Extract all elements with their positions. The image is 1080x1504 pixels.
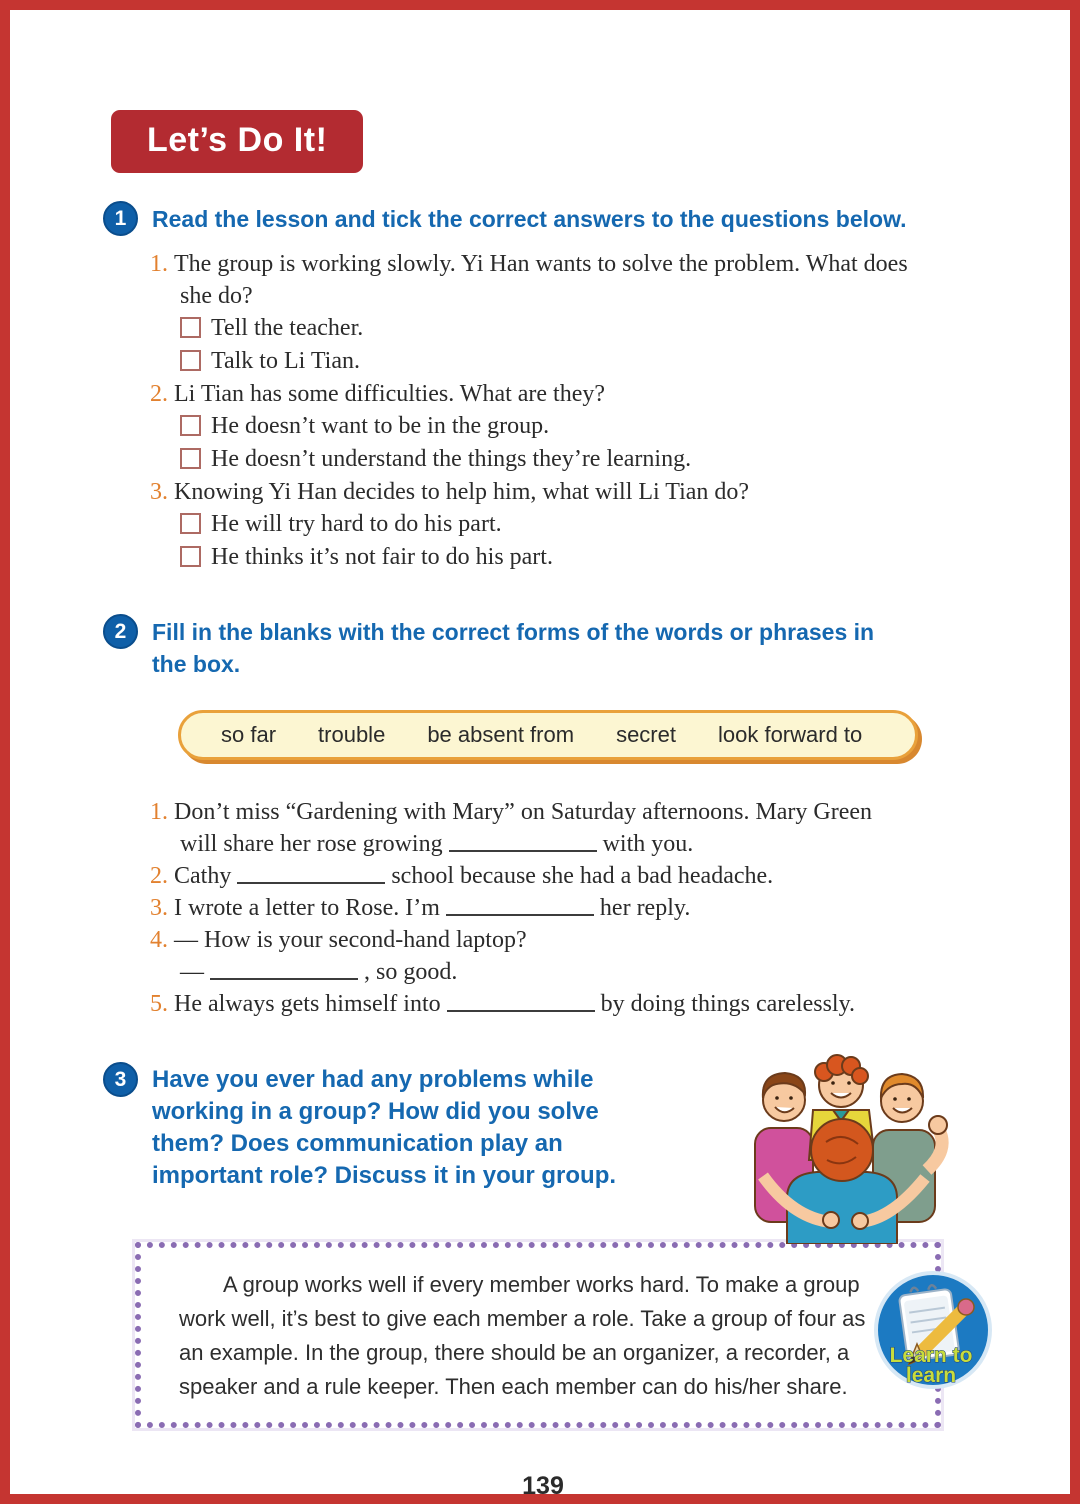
answer-option bbox=[150, 443, 960, 476]
tip-text: A group works well if every member works hard. To make a group work well, it’s best to give each member a role. Take a group of four as an example. In the group, there should be an organizer, a recorder, a speaker and a rule keeper. Then each member can do his/her share. bbox=[179, 1272, 866, 1399]
option-label: He doesn’t want to be in the group. bbox=[211, 413, 550, 439]
answer-option bbox=[150, 508, 960, 541]
answer-option bbox=[150, 541, 960, 574]
answer-checkbox[interactable] bbox=[180, 546, 201, 567]
option-label: Talk to Li Tian. bbox=[211, 348, 361, 374]
question-text-continued: she do? bbox=[180, 283, 253, 309]
word-box-item: trouble bbox=[318, 722, 386, 747]
answer-checkbox[interactable] bbox=[180, 317, 201, 338]
blank-line[interactable] bbox=[449, 838, 597, 852]
fill-item: 1. Don’t miss “Gardening with Mary” on Saturday afternoons. Mary Green will share her rose growing with you. bbox=[150, 799, 873, 857]
question-number: 1. bbox=[150, 251, 168, 277]
page-number: 139 bbox=[522, 1472, 564, 1500]
question-number: 3. bbox=[150, 479, 168, 505]
exercise-3 bbox=[103, 1060, 983, 1192]
fill-item: 2. Cathy school because she had a bad headache. bbox=[150, 863, 774, 889]
item-number: 5. bbox=[150, 991, 168, 1017]
exercise-2 bbox=[103, 612, 983, 1020]
answer-checkbox[interactable] bbox=[180, 350, 201, 371]
blank-line[interactable] bbox=[447, 998, 595, 1012]
exercise-1-questions bbox=[150, 248, 960, 574]
question-text: Li Tian has some difficulties. What are they? bbox=[174, 381, 606, 407]
word-box bbox=[178, 710, 918, 760]
answer-option bbox=[150, 410, 960, 443]
learn-to-learn-tip-box bbox=[135, 1242, 973, 1428]
answer-option bbox=[150, 312, 960, 345]
exercise-1-number-badge: 1 bbox=[103, 201, 138, 236]
blank-line[interactable] bbox=[237, 870, 385, 884]
answer-option bbox=[150, 345, 960, 378]
item-number: 2. bbox=[150, 863, 168, 889]
exercise-2-number-badge: 2 bbox=[103, 614, 138, 649]
answer-checkbox[interactable] bbox=[180, 513, 201, 534]
option-label: He doesn’t understand the things they’re learning. bbox=[211, 446, 692, 472]
exercise-2-heading: Fill in the blanks with the correct forms of the words or phrases in the box. bbox=[152, 619, 875, 677]
answer-checkbox[interactable] bbox=[180, 415, 201, 436]
word-box-item: secret bbox=[616, 722, 676, 747]
fill-item: 3. I wrote a letter to Rose. I’m her reply. bbox=[150, 895, 691, 921]
lets-do-it-banner: Let’s Do It! bbox=[111, 110, 363, 173]
exercise-1-heading: Read the lesson and tick the correct answers to the questions below. bbox=[152, 206, 907, 232]
question-item bbox=[150, 248, 960, 378]
fill-in-items bbox=[150, 796, 970, 1020]
question-item bbox=[150, 476, 960, 574]
question-item bbox=[150, 378, 960, 476]
children-group-hug-illustration bbox=[727, 1038, 965, 1244]
answer-checkbox[interactable] bbox=[180, 448, 201, 469]
option-label: He thinks it’s not fair to do his part. bbox=[211, 544, 553, 570]
exercise-3-heading: Have you ever had any problems while working in a group? How did you solve them? Does communication play an important role? Discuss it in your group. bbox=[152, 1066, 617, 1189]
svg-text:learn: learn bbox=[905, 1364, 957, 1387]
blank-line[interactable] bbox=[446, 902, 594, 916]
blank-line[interactable] bbox=[210, 966, 358, 980]
option-label: He will try hard to do his part. bbox=[211, 511, 502, 537]
word-box-item: look forward to bbox=[717, 722, 863, 747]
word-box-item: be absent from bbox=[427, 722, 575, 747]
word-box-item: so far bbox=[221, 722, 277, 747]
option-label: Tell the teacher. bbox=[211, 315, 364, 341]
item-number: 1. bbox=[150, 799, 168, 825]
exercise-3-number-badge: 3 bbox=[103, 1062, 138, 1097]
exercise-1 bbox=[103, 199, 983, 574]
item-number: 4. bbox=[150, 927, 168, 953]
item-number: 3. bbox=[150, 895, 168, 921]
svg-text:Learn to: Learn to bbox=[889, 1344, 973, 1367]
question-number: 2. bbox=[150, 381, 168, 407]
learn-to-learn-badge bbox=[871, 1266, 995, 1394]
fill-item: 4. — How is your second-hand laptop? — , so good. bbox=[150, 927, 527, 985]
fill-item: 5. He always gets himself into by doing things carelessly. bbox=[150, 991, 856, 1017]
question-text: Knowing Yi Han decides to help him, what will Li Tian do? bbox=[174, 479, 750, 505]
question-text: The group is working slowly. Yi Han wants to solve the problem. What does bbox=[174, 251, 908, 277]
